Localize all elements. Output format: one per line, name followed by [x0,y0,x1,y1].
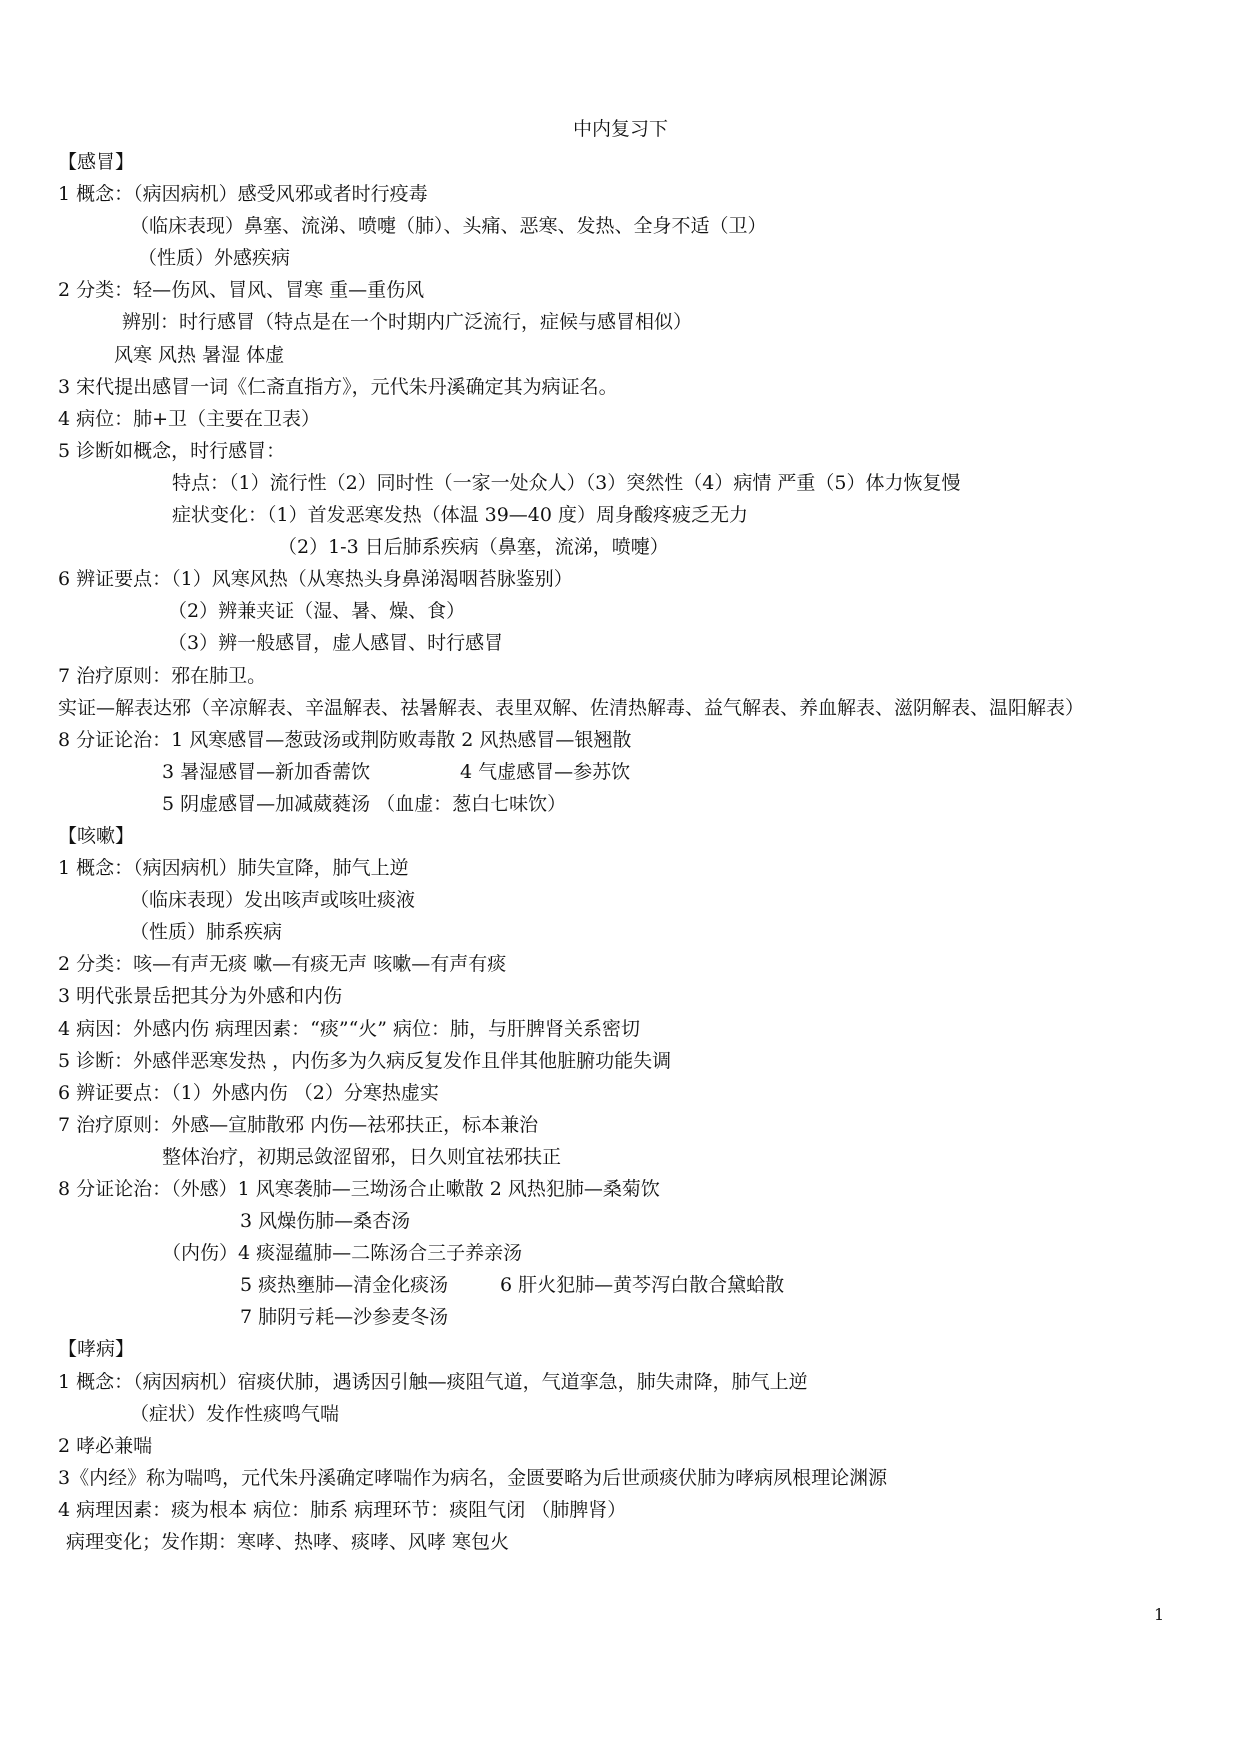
text-line: 4 病位：肺+卫（主要在卫表） [58,407,321,430]
text-segment: 4 气虚感冒—参苏饮 [460,760,631,783]
text-line: 5 诊断：外感伴恶寒发热 ，内伤多为久病反复发作且伴其他脏腑功能失调 [58,1049,672,1072]
text-line: 特点：（1）流行性（2）同时性（一家一处众人）（3）突然性（4）病情 严重（5）体力恢复慢 [172,471,961,494]
text-line: （2）辨兼夹证（湿、暑、燥、食） [168,600,466,623]
text-line: 3 宋代提出感冒一词《仁斋直指方》，元代朱丹溪确定其为病证名。 [58,375,618,398]
text-line: 3 风燥伤肺—桑杏汤 [240,1210,411,1233]
page-number: 1 [1154,1605,1165,1624]
text-line: 1 概念：（病因病机）感受风邪或者时行疫毒 [58,183,428,206]
section-heading-cough: 【咳嗽】 [58,824,135,847]
text-line: （临床表现）发出咳声或咳吐痰液 [130,889,416,912]
text-line: 7 治疗原则：邪在肺卫。 [58,664,267,687]
text-line: 3《内经》称为喘鸣，元代朱丹溪确定哮喘作为病名，金匮要略为后世顽痰伏肺为哮病夙根理论渊源 [58,1466,888,1489]
text-line: 1 概念：（病因病机）肺失宣降，肺气上逆 [58,857,409,880]
text-line [58,756,1188,788]
section-heading-cold: 【感冒】 [58,151,135,173]
text-line: （性质）外感疾病 [138,247,291,270]
text-line: 7 肺阴亏耗—沙参麦冬汤 [240,1306,449,1329]
text-line: 8 分证论治：（外感）1 风寒袭肺—三坳汤合止嗽散 2 风热犯肺—桑菊饮 [58,1178,660,1200]
text-line: （3）辨一般感冒，虚人感冒、时行感冒 [168,632,504,655]
text-line: （临床表现）鼻塞、流涕、喷嚏（肺）、头痛、恶寒、发热、全身不适（卫） [130,215,767,238]
text-line: 风寒 风热 暑湿 体虚 [114,343,285,366]
text-line: 7 治疗原则：外感—宣肺散邪 内伤—祛邪扶正，标本兼治 [58,1113,539,1136]
text-line: 2 分类：咳—有声无痰 嗽—有痰无声 咳嗽—有声有痰 [58,953,507,976]
text-line: 整体治疗，初期忌敛涩留邪，日久则宜祛邪扶正 [162,1145,562,1168]
text-line: 6 辨证要点：（1）风寒风热（从寒热头身鼻涕渴咽苔脉鉴别） [58,568,573,591]
text-line: （内伤）4 痰湿蕴肺—二陈汤合三子养亲汤 [162,1242,523,1265]
text-line: （性质）肺系疾病 [130,921,283,944]
text-line: 辨别：时行感冒（特点是在一个时期内广泛流行，症候与感冒相似） [122,311,693,334]
section-heading-asthma: 【哮病】 [58,1338,135,1361]
text-line: 4 病理因素：痰为根本 病位：肺系 病理环节：痰阻气闭 （肺脾肾） [58,1498,627,1521]
text-line [58,1269,1188,1301]
text-line: 2 分类：轻—伤风、冒风、冒寒 重—重伤风 [58,279,425,302]
text-paragraph: 实证—解表达邪（辛凉解表、辛温解表、祛暑解表、表里双解、佐清热解毒、益气解表、养血解表、滋阴解表、温阳解表） [58,696,1085,719]
text-line: 8 分证论治：1 风寒感冒—葱豉汤或荆防败毒散 2 风热感冒—银翘散 [58,728,632,751]
text-line: （2）1-3 日后肺系疾病（鼻塞，流涕，喷嚏） [278,536,669,559]
document-body [58,146,1188,1558]
text-segment: 5 痰热壅肺—清金化痰汤 [240,1274,449,1297]
text-line: 5 诊断如概念，时行感冒： [58,439,286,462]
text-line: 2 哮必兼喘 [58,1434,153,1457]
text-line: 3 明代张景岳把其分为外感和内伤 [58,985,343,1008]
text-segment: 6 肝火犯肺—黄芩泻白散合黛蛤散 [500,1274,785,1297]
text-line: 6 辨证要点：（1）外感内伤 （2）分寒热虚实 [58,1081,439,1104]
text-line: 1 概念：（病因病机）宿痰伏肺，遇诱因引触—痰阻气道，气道挛急，肺失肃降，肺气上逆 [58,1370,808,1393]
text-line: 4 病因：外感内伤 病理因素：“痰”“火” 病位：肺，与肝脾肾关系密切 [58,1017,641,1040]
text-segment: 3 暑湿感冒—新加香薷饮 [162,760,371,783]
text-line: 病理变化；发作期：寒哮、热哮、痰哮、风哮 寒包火 [66,1531,510,1554]
page-title: 中内复习下 [572,118,668,140]
text-line: 5 阴虚感冒—加减葳蕤汤 （血虚：葱白七味饮） [162,792,567,815]
text-line: （症状）发作性痰鸣气喘 [130,1402,340,1425]
text-line: 症状变化：（1）首发恶寒发热（体温 39—40 度）周身酸疼疲乏无力 [172,504,749,527]
